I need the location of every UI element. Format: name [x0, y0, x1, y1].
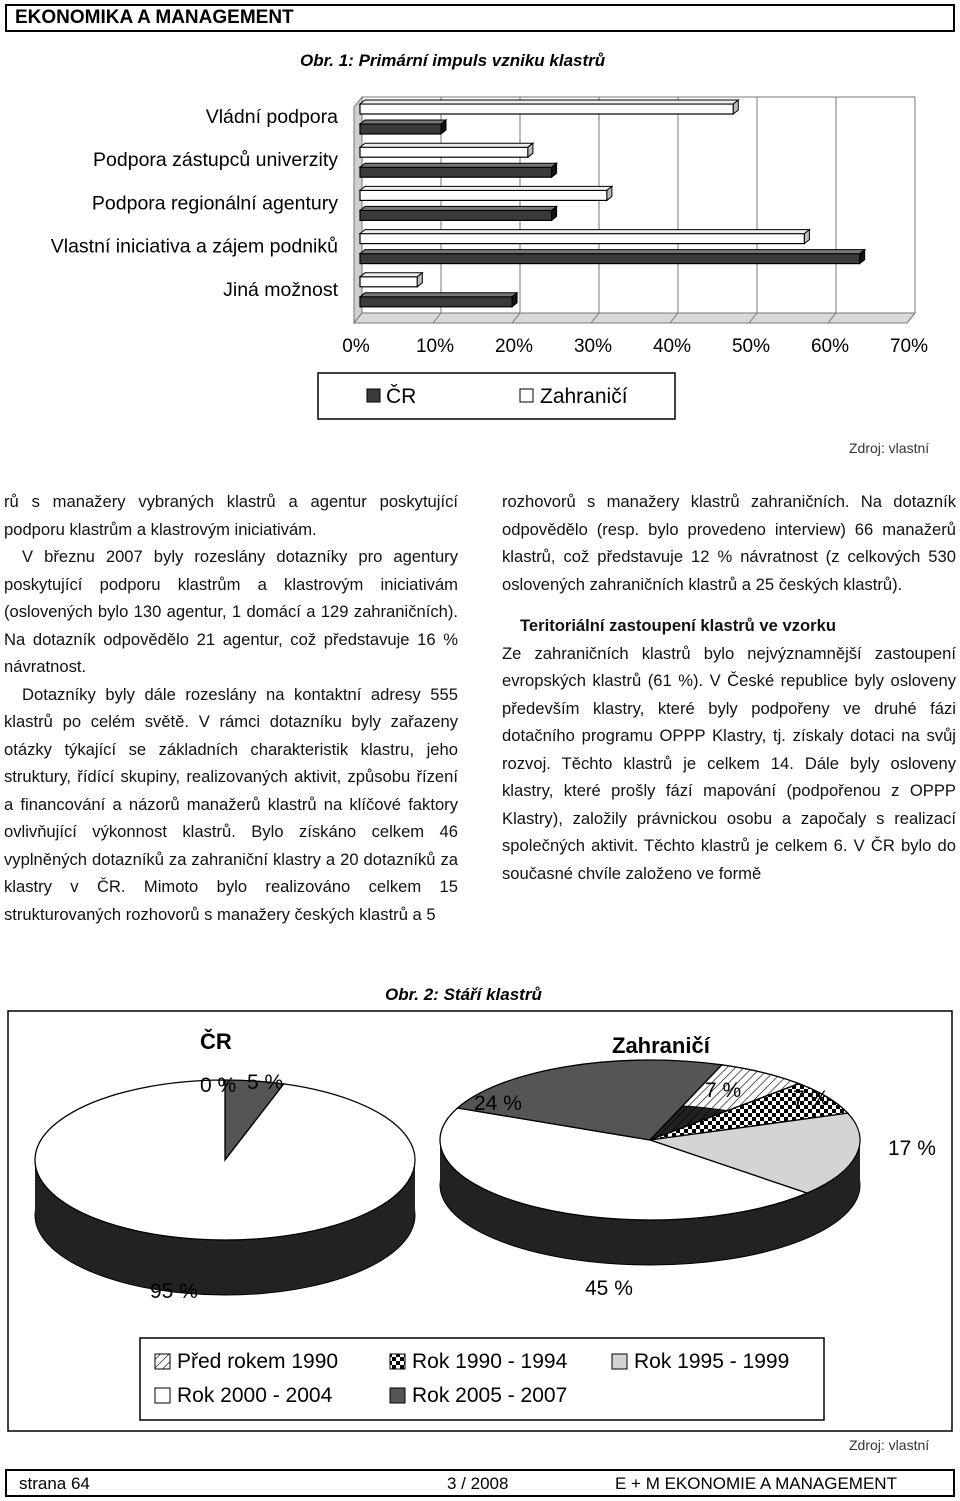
- legend-swatch: [390, 1388, 405, 1403]
- pie1-data-label: 95 %: [150, 1280, 198, 1303]
- bar-cr: [360, 254, 860, 264]
- bar-top: [360, 206, 557, 210]
- pie1-title: ČR: [200, 1029, 232, 1054]
- category-label: Podpora regionální agentury: [91, 192, 338, 215]
- legend-label: Rok 2000 - 2004: [177, 1384, 333, 1407]
- figure1-bar-chart: [0, 75, 960, 500]
- category-label: Vládní podpora: [205, 106, 338, 128]
- x-tick-label: 10%: [415, 336, 455, 357]
- x-tick-label: 0%: [342, 336, 370, 357]
- bar-cr: [360, 167, 552, 177]
- right-paragraph-1: rozhovorů s manažery klastrů zahraničních. Na dotazník odpovědělo (resp. bylo provedeno interview) 66 manažerů klastrů, což představuje 12 % návratnost (z celkových 530 oslovených zahraničních klastrů a 25 českých klastrů).: [502, 492, 956, 594]
- bar-zahranici: [360, 234, 804, 244]
- left-paragraph-2: V březnu 2007 byly rozeslány dotazníky pro agentury poskytující podporu klastrům a klastrovým iniciativám (oslovených bylo 130 agentur, 1 domácí a 129 zahraničních). Na dotazník odpovědělo 21 agentur, což představuje 16 % návratnost.: [4, 547, 458, 676]
- pie2-data-label: 17 %: [888, 1137, 936, 1160]
- left-column: [4, 488, 458, 928]
- legend-label: Rok 2005 - 2007: [412, 1384, 568, 1407]
- bar-cr: [360, 297, 512, 307]
- figure1-source: Zdroj: vlastní: [849, 440, 930, 456]
- x-tick-label: 30%: [573, 336, 613, 357]
- x-tick-label: 70%: [889, 336, 929, 357]
- bar-top: [360, 250, 865, 254]
- right-paragraph-2: Ze zahraničních klastrů bylo nejvýznamnější zastoupení evropských klastrů (61 %). V České republice byly osloveny především klastry, které byly podpořeny ve druhé fázi dotačního programu OPPP Klastry, tj. získaly dotaci na svůj rozvoj. Těchto klastrů je celkem 14. Dále byly osloveny klastry, které prošly fází mapování (podpořenou z OPPP Klastry), založily právnickou osobu a započaly s realizací společných aktivit. Těchto klastrů je celkem 6. V ČR bylo do současné chvíle založeno ve formě: [502, 643, 956, 883]
- figure2-source: Zdroj: vlastní: [849, 1437, 930, 1453]
- bar-top: [360, 100, 738, 104]
- running-header: [5, 4, 955, 32]
- x-tick-label: 40%: [652, 336, 692, 357]
- pie1-data-label: 0 %: [200, 1074, 237, 1097]
- bar-zahranici: [360, 277, 417, 287]
- header-title: EKONOMIKA A MANAGEMENT: [15, 7, 294, 28]
- pie2-data-label: 7 %: [793, 1087, 830, 1110]
- bar-top: [360, 230, 809, 234]
- footer-page: strana 64: [19, 1474, 90, 1493]
- category-label: Jiná možnost: [223, 278, 338, 301]
- bar-top: [360, 143, 533, 147]
- footer-issue: 3 / 2008: [447, 1474, 509, 1493]
- legend-label: Rok 1995 - 1999: [634, 1350, 790, 1373]
- x-tick-label: 20%: [494, 336, 534, 357]
- legend-swatch: [155, 1388, 170, 1403]
- x-tick-label: 50%: [731, 336, 771, 357]
- right-column: [502, 488, 956, 887]
- pie2-title: Zahraničí: [612, 1033, 710, 1058]
- legend-swatch: [155, 1354, 170, 1369]
- pie2-data-label: 7 %: [705, 1079, 742, 1102]
- legend-swatch: [390, 1354, 405, 1369]
- page-footer: [5, 1469, 955, 1497]
- figure2-pie-charts: [0, 1005, 960, 1435]
- legend-label: Rok 1990 - 1994: [412, 1350, 568, 1373]
- figure2-title: Obr. 2: Stáří klastrů: [385, 985, 542, 1004]
- bar-top: [360, 273, 422, 277]
- bar-zahranici: [360, 104, 733, 114]
- x-tick-label: 60%: [810, 336, 850, 357]
- bar-zahranici: [360, 147, 528, 157]
- left-paragraph-3: Dotazníky byly dále rozeslány na kontaktní adresy 555 klastrů po celém světě. V rámci dotazníku byly zařazeny otázky týkající se základních charakteristik klastru, jeho struktury, řídící skupiny, realizovaných aktivit, způsobu řízení a financování a názorů manažerů klastrů na klíčové faktory ovlivňující výkonnost klastrů. Bylo získáno celkem 46 vyplněných dotazníků za zahraniční klastry a 20 dotazníků za klastry v ČR. Mimoto bylo realizováno celkem 15 strukturovaných rozhovorů s manažery českých klastrů a 5: [4, 684, 458, 924]
- bar-zahranici: [360, 190, 607, 200]
- bar-cr: [360, 210, 552, 220]
- pie1-data-label: 5 %: [247, 1071, 284, 1094]
- legend-swatch-zahranici: [520, 389, 533, 402]
- plot-floor: [354, 313, 915, 323]
- pie-slice: [35, 1080, 415, 1240]
- footer-journal: E + M EKONOMIE A MANAGEMENT: [615, 1474, 897, 1493]
- section-heading: Teritoriální zastoupení klastrů ve vzorku: [520, 616, 836, 635]
- legend-label: Před rokem 1990: [177, 1350, 339, 1373]
- figure1-title: Obr. 1: Primární impuls vzniku klastrů: [300, 51, 606, 70]
- pie2-data-label: 45 %: [585, 1277, 633, 1300]
- category-label: Vlastní iniciativa a zájem podniků: [50, 235, 338, 258]
- legend-label-zahranici: Zahraničí: [540, 385, 628, 408]
- legend-label-cr: ČR: [386, 385, 417, 408]
- bar-cr: [360, 124, 441, 134]
- bar-top: [360, 186, 612, 190]
- legend-swatch-cr: [367, 389, 380, 402]
- legend-swatch: [612, 1354, 627, 1369]
- category-label: Podpora zástupců univerzity: [93, 149, 338, 172]
- bar-top: [360, 163, 557, 167]
- pie2-data-label: 24 %: [474, 1092, 522, 1115]
- left-paragraph-1: rů s manažery vybraných klastrů a agentur poskytující podporu klastrům a klastrovým iniciativám.: [4, 492, 458, 539]
- bar-top: [360, 293, 517, 297]
- bar-top: [360, 120, 446, 124]
